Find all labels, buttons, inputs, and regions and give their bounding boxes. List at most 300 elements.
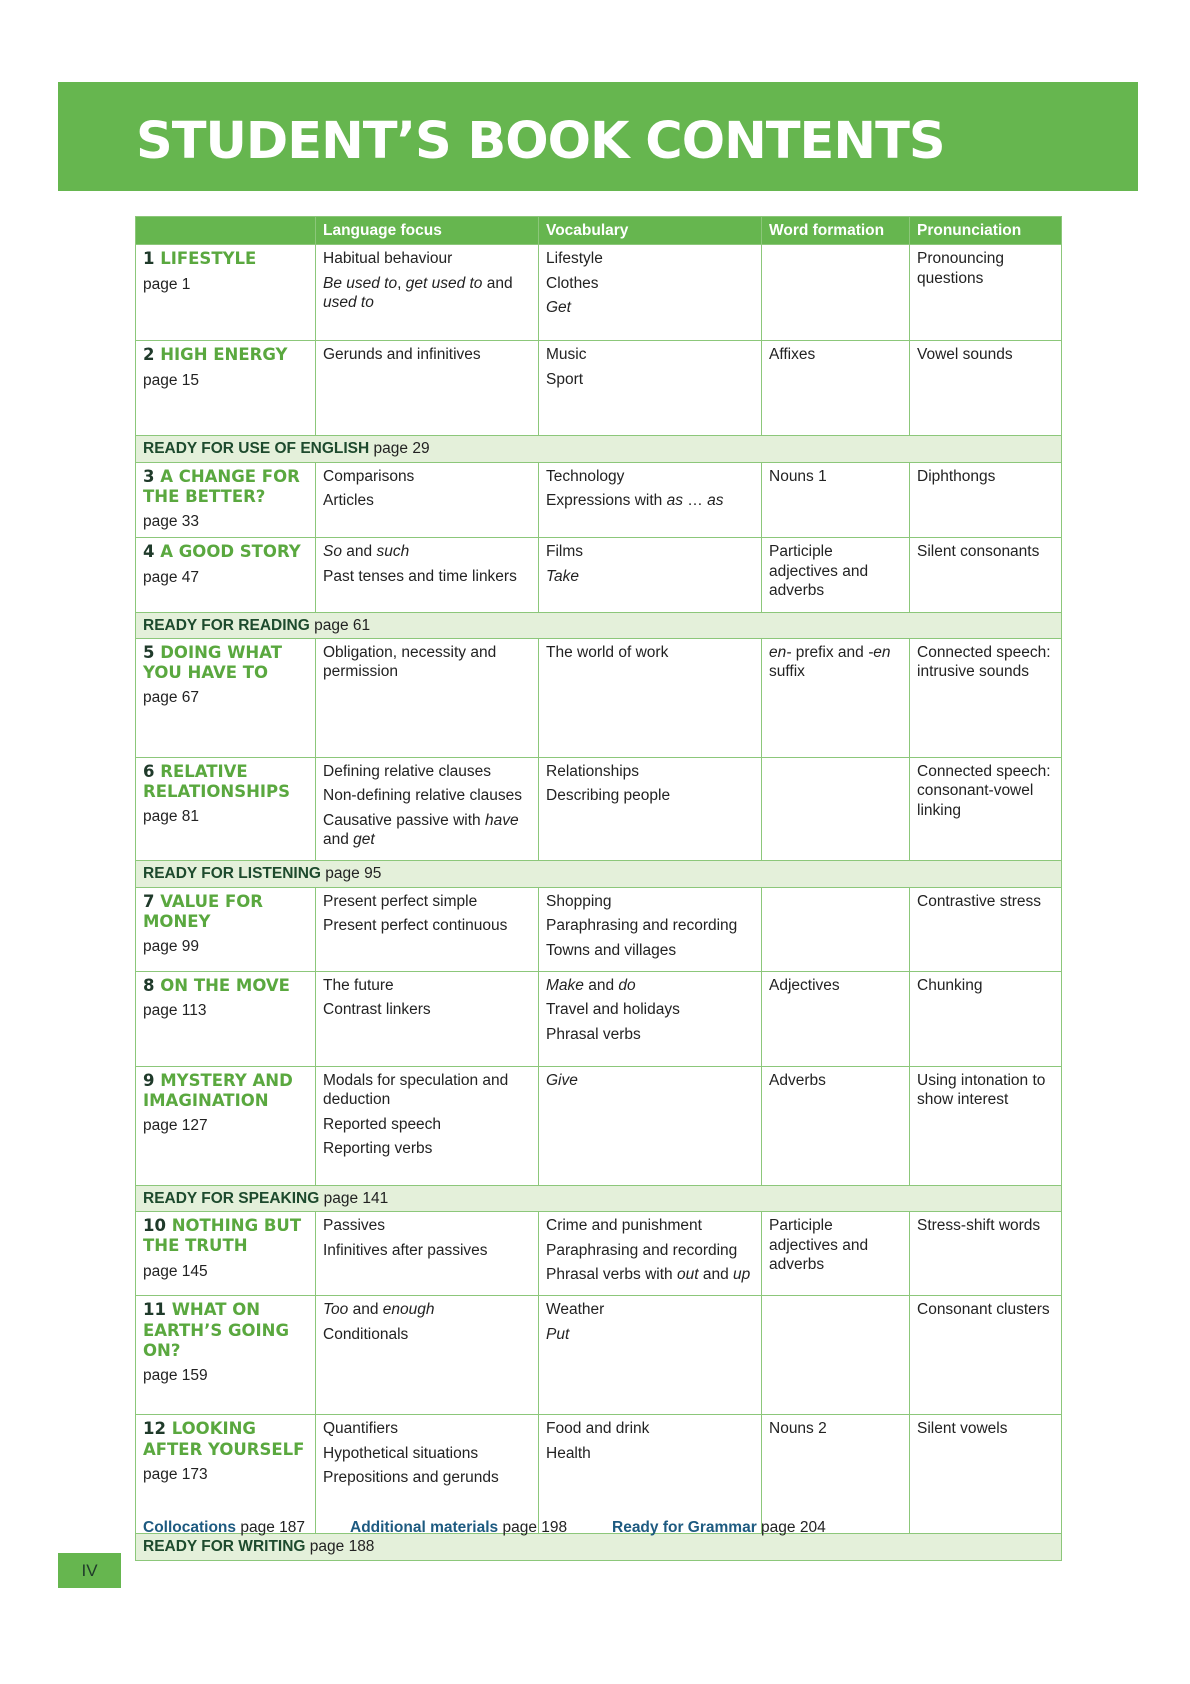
italic-term: used to [323, 294, 374, 312]
cell-line [917, 892, 1054, 911]
unit-number: 12 [143, 1419, 166, 1439]
cell-text: Food and drink [546, 1420, 650, 1438]
pronunciation-cell [910, 538, 1062, 612]
unit-name: VALUE FOR MONEY [143, 891, 263, 931]
cell-line [323, 491, 531, 510]
unit-title [143, 976, 308, 996]
pronunciation-cell [910, 1212, 1062, 1296]
cell-text: Infinitives after passives [323, 1241, 488, 1259]
header-language-focus: Language focus [316, 217, 539, 245]
unit-number: 7 [143, 891, 155, 911]
italic-term: as [707, 492, 724, 510]
unit-number: 11 [143, 1300, 166, 1320]
cell-text: Describing people [546, 787, 671, 805]
cell-line [917, 1419, 1054, 1438]
cell-line [546, 542, 754, 561]
language-focus-cell [316, 245, 539, 341]
cell-text: and [341, 543, 377, 561]
unit-name: RELATIVE RELATIONSHIPS [143, 761, 291, 801]
italic-term: Give [546, 1071, 578, 1089]
unit-page: page 67 [143, 689, 200, 707]
cell-line [546, 567, 754, 586]
pronunciation-cell [910, 341, 1062, 436]
footer-collocations[interactable] [143, 1519, 305, 1537]
word-formation-cell [762, 341, 910, 436]
italic-term: Take [546, 567, 580, 585]
cell-line [917, 249, 1054, 288]
cell-line [323, 274, 531, 313]
footer-additional-materials[interactable] [350, 1519, 567, 1537]
cell-text: Connected speech: consonant-vowel linking [917, 762, 1051, 819]
italic-term: Get [546, 299, 571, 317]
word-formation-cell [762, 971, 910, 1066]
cell-line [323, 643, 531, 682]
cell-line [917, 345, 1054, 364]
cell-line [917, 762, 1054, 820]
cell-text: , [397, 274, 406, 292]
unit-row [136, 462, 1062, 538]
cell-line [917, 1300, 1054, 1319]
word-formation-cell [762, 245, 910, 341]
cell-line [323, 1139, 531, 1158]
vocabulary-cell [539, 638, 762, 757]
vocabulary-cell [539, 1066, 762, 1185]
cell-text: Consonant clusters [917, 1301, 1050, 1319]
cell-text: Prepositions and gerunds [323, 1469, 499, 1487]
cell-line [546, 274, 754, 293]
word-formation-cell [762, 638, 910, 757]
cell-text: Towns and villages [546, 941, 677, 959]
cell-line [546, 1071, 754, 1090]
unit-name: A CHANGE FOR THE BETTER? [143, 466, 300, 506]
unit-title [143, 892, 308, 932]
cell-text: and [482, 274, 513, 292]
cell-line [546, 1025, 754, 1044]
unit-number: 6 [143, 761, 155, 781]
cell-text: Present perfect continuous [323, 917, 508, 935]
cell-line [546, 1241, 754, 1260]
unit-title [143, 643, 308, 683]
cell-line [917, 542, 1054, 561]
cell-text: Participle adjectives and adverbs [769, 1217, 869, 1273]
pronunciation-cell [910, 1415, 1062, 1534]
cell-line [917, 643, 1054, 682]
vocabulary-cell [539, 971, 762, 1066]
cell-line [323, 1325, 531, 1344]
page-number: IV [58, 1553, 121, 1588]
vocabulary-cell [539, 462, 762, 538]
ready-for-page: page 61 [314, 616, 371, 634]
cell-text: Travel and holidays [546, 1001, 680, 1019]
cell-line [323, 1300, 531, 1319]
footer-page: page 198 [502, 1519, 568, 1536]
ready-for-row [136, 1185, 1062, 1211]
unit-name: WHAT ON EARTH’S GOING ON? [143, 1300, 290, 1360]
cell-text: Technology [546, 467, 625, 485]
unit-cell[interactable] [136, 462, 316, 538]
cell-line [769, 467, 902, 486]
footer-label: Additional materials [350, 1519, 499, 1536]
header-unit [136, 217, 316, 245]
unit-row [136, 1066, 1062, 1185]
word-formation-cell [762, 1212, 910, 1296]
cell-line [546, 345, 754, 364]
unit-page: page 15 [143, 371, 200, 389]
cell-line [546, 1444, 754, 1463]
unit-row [136, 341, 1062, 436]
cell-text: Causative passive with [323, 811, 485, 829]
cell-text: Contrast linkers [323, 1001, 431, 1019]
ready-for-label: READY FOR WRITING [143, 1538, 306, 1556]
language-focus-cell [316, 1415, 539, 1534]
italic-term: get used to [405, 274, 483, 292]
cell-text: and [583, 976, 619, 994]
unit-row [136, 1296, 1062, 1415]
italic-term: get [353, 831, 375, 848]
cell-line [323, 762, 531, 781]
cell-line [546, 892, 754, 911]
ready-for-row [136, 436, 1062, 462]
ready-for-label: READY FOR USE OF ENGLISH [143, 440, 370, 458]
unit-page: page 33 [143, 513, 200, 530]
unit-cell[interactable] [136, 757, 316, 861]
cell-line [769, 643, 902, 682]
word-formation-cell [762, 757, 910, 861]
language-focus-cell [316, 1212, 539, 1296]
ready-for-page: page 95 [325, 865, 382, 883]
cell-line [917, 1216, 1054, 1235]
cell-text: Lifestyle [546, 250, 603, 268]
italic-term: out [676, 1266, 699, 1283]
pronunciation-cell [910, 1066, 1062, 1185]
unit-title [143, 1300, 308, 1360]
unit-title [143, 249, 308, 269]
cell-text: Adverbs [769, 1071, 826, 1089]
cell-line [546, 249, 754, 268]
cell-line [546, 1000, 754, 1019]
cell-text: Habitual behaviour [323, 250, 453, 268]
cell-line [917, 467, 1054, 486]
cell-line [323, 1000, 531, 1019]
unit-row [136, 757, 1062, 861]
unit-title [143, 1071, 308, 1111]
unit-number: 8 [143, 975, 155, 995]
unit-cell[interactable] [136, 971, 316, 1066]
unit-number: 1 [143, 249, 155, 269]
cell-line [323, 916, 531, 935]
cell-text: Defining relative clauses [323, 762, 492, 780]
unit-name: LIFESTYLE [160, 249, 257, 269]
cell-line [323, 976, 531, 995]
unit-cell[interactable] [136, 1212, 316, 1296]
unit-page: page 145 [143, 1262, 208, 1280]
cell-line [769, 1071, 902, 1090]
language-focus-cell [316, 1296, 539, 1415]
word-formation-cell [762, 462, 910, 538]
cell-text: and [323, 831, 354, 848]
cell-line [546, 786, 754, 805]
title-banner [58, 82, 1138, 191]
word-formation-cell [762, 887, 910, 971]
italic-term: Put [546, 1325, 570, 1343]
unit-page: page 1 [143, 275, 191, 293]
unit-cell[interactable] [136, 1296, 316, 1415]
cell-text: Vowel sounds [917, 346, 1013, 364]
cell-text: Weather [546, 1301, 605, 1319]
unit-cell[interactable] [136, 1066, 316, 1185]
cell-line [323, 892, 531, 911]
italic-term: up [733, 1266, 751, 1283]
cell-text: Obligation, necessity and permission [323, 643, 497, 681]
cell-line [546, 1216, 754, 1235]
italic-term: So [323, 543, 342, 561]
cell-text: Quantifiers [323, 1420, 398, 1438]
ready-for-label: READY FOR LISTENING [143, 865, 321, 883]
cell-text: Modals for speculation and deduction [323, 1071, 509, 1109]
cell-text: Stress-shift words [917, 1217, 1041, 1235]
italic-term: have [484, 811, 519, 829]
unit-title [143, 542, 308, 562]
cell-text: Diphthongs [917, 467, 996, 485]
ready-for-page: page 141 [323, 1189, 389, 1207]
cell-text: Affixes [769, 346, 816, 364]
cell-text: The future [323, 976, 394, 994]
cell-text: Non-defining relative clauses [323, 787, 523, 805]
ready-for-row [136, 861, 1062, 887]
cell-text: Nouns 2 [769, 1420, 827, 1438]
cell-line [323, 542, 531, 561]
unit-cell[interactable] [136, 538, 316, 612]
unit-name: ON THE MOVE [160, 975, 290, 995]
cell-line [769, 976, 902, 995]
cell-line [323, 249, 531, 268]
vocabulary-cell [539, 245, 762, 341]
unit-cell[interactable] [136, 341, 316, 436]
cell-text: Present perfect simple [323, 892, 478, 910]
unit-row [136, 638, 1062, 757]
vocabulary-cell [539, 341, 762, 436]
cell-text: Reported speech [323, 1115, 442, 1133]
unit-name: NOTHING BUT THE TRUTH [143, 1216, 302, 1256]
italic-term: Make [546, 976, 584, 994]
unit-page: page 47 [143, 568, 200, 586]
unit-cell[interactable] [136, 638, 316, 757]
cell-line [546, 976, 754, 995]
cell-text: suffix [769, 663, 805, 681]
unit-name: MYSTERY AND IMAGINATION [143, 1070, 293, 1110]
cell-text: Reporting verbs [323, 1140, 433, 1157]
cell-text: Relationships [546, 762, 640, 780]
cell-text: The world of work [546, 643, 669, 661]
unit-cell[interactable] [136, 1415, 316, 1534]
unit-name: DOING WHAT YOU HAVE TO [143, 642, 282, 682]
unit-title [143, 1419, 308, 1459]
vocabulary-cell [539, 757, 762, 861]
unit-name: HIGH ENERGY [160, 345, 288, 365]
unit-number: 4 [143, 542, 155, 562]
cell-text: Paraphrasing and recording [546, 917, 738, 935]
footer-page: page 187 [240, 1519, 305, 1536]
cell-text: Silent vowels [917, 1420, 1008, 1438]
cell-line [323, 1444, 531, 1463]
pronunciation-cell [910, 971, 1062, 1066]
unit-title [143, 345, 308, 365]
cell-text: Silent consonants [917, 543, 1040, 561]
pronunciation-cell [910, 245, 1062, 341]
cell-text: Articles [323, 492, 374, 510]
cell-text: Sport [546, 370, 584, 388]
unit-page: page 173 [143, 1465, 208, 1483]
language-focus-cell [316, 971, 539, 1066]
cell-text: … [682, 492, 708, 510]
cell-text: and [348, 1301, 383, 1319]
cell-line [323, 1115, 531, 1134]
ready-for-label: READY FOR SPEAKING [143, 1189, 320, 1207]
cell-text: Paraphrasing and recording [546, 1241, 738, 1259]
italic-term: such [376, 543, 410, 561]
language-focus-cell [316, 1066, 539, 1185]
cell-text: Comparisons [323, 467, 415, 485]
language-focus-cell [316, 462, 539, 538]
language-focus-cell [316, 538, 539, 612]
cell-text: Crime and punishment [546, 1217, 702, 1235]
italic-term: do [618, 976, 636, 994]
vocabulary-cell [539, 1212, 762, 1296]
word-formation-cell [762, 1296, 910, 1415]
cell-line [917, 976, 1054, 995]
unit-name: A GOOD STORY [160, 542, 301, 562]
italic-term: Be used to [323, 274, 398, 292]
cell-line [546, 467, 754, 486]
italic-term: as [666, 492, 683, 510]
cell-text: Past tenses and time linkers [323, 567, 517, 585]
cell-line [769, 542, 902, 600]
cell-line [546, 1419, 754, 1438]
language-focus-cell [316, 887, 539, 971]
cell-line [323, 811, 531, 850]
contents-body [136, 245, 1062, 1560]
cell-line [546, 298, 754, 317]
cell-text: Phrasal verbs with [546, 1266, 677, 1283]
cell-text: Films [546, 543, 584, 561]
cell-text: Phrasal verbs [546, 1025, 641, 1043]
ready-for-page: page 188 [309, 1538, 375, 1556]
cell-line [769, 345, 902, 364]
cell-text: Connected speech: intrusive sounds [917, 643, 1051, 681]
unit-page: page 81 [143, 808, 200, 826]
cell-text: Adjectives [769, 976, 840, 994]
cell-text: Conditionals [323, 1325, 409, 1343]
unit-title [143, 762, 308, 802]
unit-row [136, 887, 1062, 971]
ready-for-row [136, 1534, 1062, 1560]
footer-label: Collocations [143, 1519, 237, 1536]
italic-term: Too [323, 1301, 349, 1319]
unit-title [143, 467, 308, 507]
cell-line [769, 1419, 902, 1438]
unit-page: page 127 [143, 1117, 208, 1135]
unit-page: page 113 [143, 1002, 207, 1019]
cell-line [323, 786, 531, 805]
cell-line [546, 370, 754, 389]
unit-cell[interactable] [136, 887, 316, 971]
unit-number: 10 [143, 1216, 166, 1236]
pronunciation-cell [910, 462, 1062, 538]
cell-text: Contrastive stress [917, 892, 1042, 910]
cell-line [546, 643, 754, 662]
unit-page: page 159 [143, 1366, 208, 1384]
language-focus-cell [316, 638, 539, 757]
cell-text: Hypothetical situations [323, 1444, 479, 1462]
unit-row [136, 245, 1062, 341]
ready-for-page: page 29 [373, 440, 430, 458]
header-pronunciation: Pronunciation [910, 217, 1062, 245]
ready-for-cell[interactable] [136, 612, 1062, 638]
italic-term: -en [868, 643, 891, 661]
language-focus-cell [316, 757, 539, 861]
unit-number: 5 [143, 642, 155, 662]
ready-for-cell[interactable] [136, 861, 1062, 887]
unit-number: 9 [143, 1070, 155, 1090]
cell-text: Pronouncing questions [917, 250, 1005, 287]
cell-text: Nouns 1 [769, 467, 827, 485]
cell-line [323, 467, 531, 486]
ready-for-cell[interactable] [136, 1534, 1062, 1560]
footer-ready-for-grammar[interactable] [612, 1519, 826, 1537]
cell-text: Health [546, 1444, 591, 1462]
cell-line [769, 1216, 902, 1274]
cell-line [546, 1265, 754, 1284]
cell-line [546, 1300, 754, 1319]
cell-text: and [698, 1266, 733, 1283]
vocabulary-cell [539, 1296, 762, 1415]
cell-line [323, 1468, 531, 1487]
word-formation-cell [762, 1415, 910, 1534]
cell-line [323, 1241, 531, 1260]
cell-line [546, 916, 754, 935]
pronunciation-cell [910, 1296, 1062, 1415]
ready-for-cell[interactable] [136, 436, 1062, 462]
unit-row [136, 538, 1062, 612]
unit-page: page 99 [143, 938, 200, 955]
language-focus-cell [316, 341, 539, 436]
unit-title [143, 1216, 308, 1256]
italic-term: en- [769, 643, 792, 661]
cell-line [546, 491, 754, 510]
cell-line [323, 567, 531, 586]
pronunciation-cell [910, 887, 1062, 971]
cell-line [546, 941, 754, 960]
vocabulary-cell [539, 1415, 762, 1534]
cell-line [546, 762, 754, 781]
contents-table [135, 216, 1062, 1561]
ready-for-cell[interactable] [136, 1185, 1062, 1211]
cell-text: Clothes [546, 274, 599, 292]
cell-text: Gerunds and infinitives [323, 346, 481, 364]
pronunciation-cell [910, 757, 1062, 861]
page-title: STUDENT’S BOOK CONTENTS [136, 112, 945, 171]
unit-cell[interactable] [136, 245, 316, 341]
cell-line [323, 1216, 531, 1235]
cell-text: Music [546, 346, 587, 364]
unit-number: 2 [143, 345, 155, 365]
cell-text: Participle adjectives and adverbs [769, 543, 869, 600]
vocabulary-cell [539, 538, 762, 612]
cell-line [323, 1419, 531, 1438]
unit-row [136, 971, 1062, 1066]
ready-for-row [136, 612, 1062, 638]
word-formation-cell [762, 538, 910, 612]
